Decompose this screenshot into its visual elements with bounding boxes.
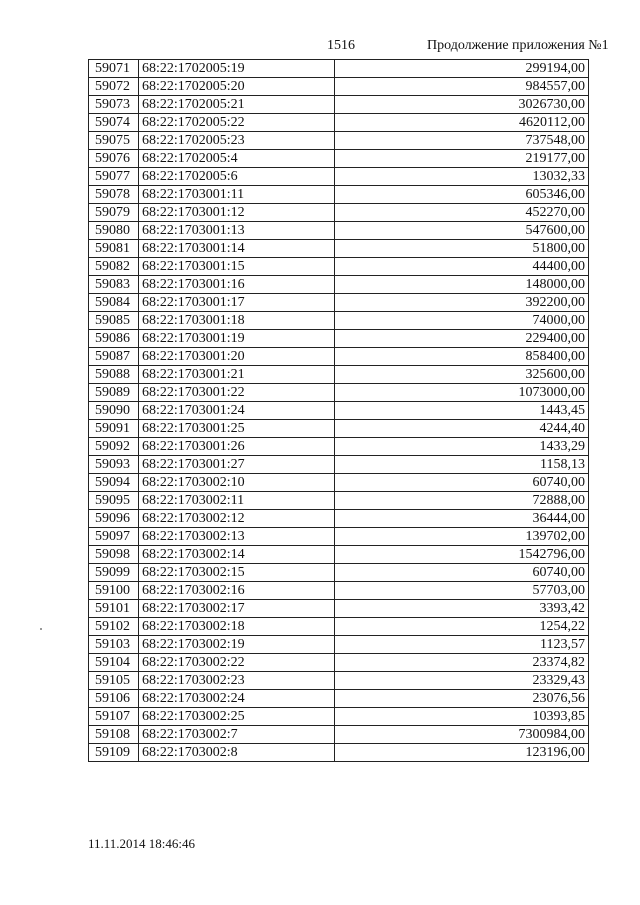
row-number-cell: 59104: [89, 654, 139, 672]
table-row: [89, 492, 589, 510]
table-row: [89, 150, 589, 168]
appendix-continuation-note: Продолжение приложения №1: [427, 38, 609, 53]
cadastral-value-cell: 392200,00: [335, 294, 589, 312]
cadastral-number-cell: 68:22:1703002:25: [139, 708, 335, 726]
cadastral-number-cell: 68:22:1702005:22: [139, 114, 335, 132]
table-row: [89, 294, 589, 312]
cadastral-value-cell: 72888,00: [335, 492, 589, 510]
row-number-cell: 59099: [89, 564, 139, 582]
cadastral-value-cell: 1158,13: [335, 456, 589, 474]
row-number-cell: 59084: [89, 294, 139, 312]
cadastral-value-cell: 3026730,00: [335, 96, 589, 114]
cadastral-number-cell: 68:22:1703002:15: [139, 564, 335, 582]
print-timestamp: 11.11.2014 18:46:46: [88, 836, 196, 851]
table-row: [89, 474, 589, 492]
cadastral-number-cell: 68:22:1703001:27: [139, 456, 335, 474]
cadastral-value-cell: 10393,85: [335, 708, 589, 726]
cadastral-value-cell: 74000,00: [335, 312, 589, 330]
row-number-cell: 59098: [89, 546, 139, 564]
cadastral-number-cell: 68:22:1703001:22: [139, 384, 335, 402]
cadastral-value-cell: 325600,00: [335, 366, 589, 384]
cadastral-value-cell: 984557,00: [335, 78, 589, 96]
row-number-cell: 59077: [89, 168, 139, 186]
cadastral-number-cell: 68:22:1703002:23: [139, 672, 335, 690]
table-row: [89, 366, 589, 384]
table-row: [89, 114, 589, 132]
table-row: [89, 690, 589, 708]
cadastral-value-cell: 60740,00: [335, 564, 589, 582]
cadastral-number-cell: 68:22:1703002:8: [139, 744, 335, 762]
cadastral-value-cell: 139702,00: [335, 528, 589, 546]
cadastral-value-cell: 23076,56: [335, 690, 589, 708]
table-row: [89, 222, 589, 240]
table-row: [89, 132, 589, 150]
cadastral-number-cell: 68:22:1703001:19: [139, 330, 335, 348]
row-number-cell: 59075: [89, 132, 139, 150]
cadastral-number-cell: 68:22:1703001:18: [139, 312, 335, 330]
row-number-cell: 59103: [89, 636, 139, 654]
row-number-cell: 59082: [89, 258, 139, 276]
cadastral-number-cell: 68:22:1702005:21: [139, 96, 335, 114]
table-row: [89, 186, 589, 204]
cadastral-number-cell: 68:22:1703001:24: [139, 402, 335, 420]
row-number-cell: 59095: [89, 492, 139, 510]
table-row: [89, 276, 589, 294]
table-row: [89, 726, 589, 744]
cadastral-number-cell: 68:22:1703002:14: [139, 546, 335, 564]
cadastral-value-cell: 51800,00: [335, 240, 589, 258]
table-row: [89, 654, 589, 672]
cadastral-value-cell: 13032,33: [335, 168, 589, 186]
cadastral-number-cell: 68:22:1703001:15: [139, 258, 335, 276]
cadastral-value-cell: 1073000,00: [335, 384, 589, 402]
cadastral-value-cell: 36444,00: [335, 510, 589, 528]
table-row: [89, 384, 589, 402]
cadastral-value-cell: 4620112,00: [335, 114, 589, 132]
cadastral-value-cell: 219177,00: [335, 150, 589, 168]
cadastral-value-cell: 547600,00: [335, 222, 589, 240]
row-number-cell: 59097: [89, 528, 139, 546]
row-number-cell: 59106: [89, 690, 139, 708]
table-body: [89, 60, 589, 762]
cadastral-value-cell: 452270,00: [335, 204, 589, 222]
cadastral-value-cell: 23329,43: [335, 672, 589, 690]
scan-speck: [40, 628, 42, 630]
row-number-cell: 59093: [89, 456, 139, 474]
table-row: [89, 402, 589, 420]
cadastral-value-table: [88, 59, 589, 762]
row-number-cell: 59088: [89, 366, 139, 384]
row-number-cell: 59076: [89, 150, 139, 168]
cadastral-value-cell: 7300984,00: [335, 726, 589, 744]
cadastral-number-cell: 68:22:1703002:22: [139, 654, 335, 672]
row-number-cell: 59087: [89, 348, 139, 366]
cadastral-value-cell: 1254,22: [335, 618, 589, 636]
row-number-cell: 59100: [89, 582, 139, 600]
cadastral-number-cell: 68:22:1703002:19: [139, 636, 335, 654]
cadastral-number-cell: 68:22:1703002:16: [139, 582, 335, 600]
cadastral-value-cell: 737548,00: [335, 132, 589, 150]
table-row: [89, 312, 589, 330]
cadastral-number-cell: 68:22:1703002:10: [139, 474, 335, 492]
cadastral-number-cell: 68:22:1703001:16: [139, 276, 335, 294]
table-row: [89, 564, 589, 582]
cadastral-value-cell: 299194,00: [335, 60, 589, 78]
cadastral-value-cell: 57703,00: [335, 582, 589, 600]
table-row: [89, 672, 589, 690]
cadastral-number-cell: 68:22:1702005:23: [139, 132, 335, 150]
cadastral-number-cell: 68:22:1702005:20: [139, 78, 335, 96]
table-row: [89, 528, 589, 546]
cadastral-value-cell: 23374,82: [335, 654, 589, 672]
cadastral-value-cell: 1542796,00: [335, 546, 589, 564]
row-number-cell: 59096: [89, 510, 139, 528]
cadastral-number-cell: 68:22:1703001:17: [139, 294, 335, 312]
table-row: [89, 438, 589, 456]
cadastral-number-cell: 68:22:1702005:19: [139, 60, 335, 78]
cadastral-number-cell: 68:22:1703001:21: [139, 366, 335, 384]
table-row: [89, 546, 589, 564]
cadastral-value-cell: 60740,00: [335, 474, 589, 492]
row-number-cell: 59078: [89, 186, 139, 204]
cadastral-value-cell: 123196,00: [335, 744, 589, 762]
table-row: [89, 582, 589, 600]
cadastral-number-cell: 68:22:1703002:24: [139, 690, 335, 708]
cadastral-value-cell: 1123,57: [335, 636, 589, 654]
cadastral-number-cell: 68:22:1703002:17: [139, 600, 335, 618]
table-row: [89, 240, 589, 258]
cadastral-number-cell: 68:22:1703002:7: [139, 726, 335, 744]
cadastral-value-cell: 4244,40: [335, 420, 589, 438]
row-number-cell: 59083: [89, 276, 139, 294]
cadastral-number-cell: 68:22:1703001:11: [139, 186, 335, 204]
cadastral-number-cell: 68:22:1703001:25: [139, 420, 335, 438]
row-number-cell: 59085: [89, 312, 139, 330]
cadastral-value-cell: 148000,00: [335, 276, 589, 294]
cadastral-number-cell: 68:22:1702005:6: [139, 168, 335, 186]
table-row: [89, 456, 589, 474]
row-number-cell: 59081: [89, 240, 139, 258]
row-number-cell: 59094: [89, 474, 139, 492]
table-row: [89, 618, 589, 636]
row-number-cell: 59071: [89, 60, 139, 78]
row-number-cell: 59072: [89, 78, 139, 96]
cadastral-value-cell: 3393,42: [335, 600, 589, 618]
cadastral-number-cell: 68:22:1703001:12: [139, 204, 335, 222]
cadastral-value-cell: 44400,00: [335, 258, 589, 276]
row-number-cell: 59108: [89, 726, 139, 744]
cadastral-value-cell: 1433,29: [335, 438, 589, 456]
table-row: [89, 636, 589, 654]
row-number-cell: 59102: [89, 618, 139, 636]
table-row: [89, 420, 589, 438]
row-number-cell: 59101: [89, 600, 139, 618]
table-row: [89, 60, 589, 78]
table-row: [89, 744, 589, 762]
cadastral-number-cell: 68:22:1703001:14: [139, 240, 335, 258]
table-row: [89, 330, 589, 348]
row-number-cell: 59086: [89, 330, 139, 348]
row-number-cell: 59109: [89, 744, 139, 762]
row-number-cell: 59073: [89, 96, 139, 114]
row-number-cell: 59089: [89, 384, 139, 402]
row-number-cell: 59091: [89, 420, 139, 438]
table-row: [89, 78, 589, 96]
cadastral-number-cell: 68:22:1703002:18: [139, 618, 335, 636]
cadastral-number-cell: 68:22:1703002:13: [139, 528, 335, 546]
table-row: [89, 348, 589, 366]
table-row: [89, 708, 589, 726]
table-row: [89, 600, 589, 618]
cadastral-value-cell: 858400,00: [335, 348, 589, 366]
cadastral-number-cell: 68:22:1703002:11: [139, 492, 335, 510]
cadastral-number-cell: 68:22:1703002:12: [139, 510, 335, 528]
cadastral-value-cell: 229400,00: [335, 330, 589, 348]
row-number-cell: 59107: [89, 708, 139, 726]
cadastral-number-cell: 68:22:1703001:13: [139, 222, 335, 240]
cadastral-value-cell: 605346,00: [335, 186, 589, 204]
row-number-cell: 59090: [89, 402, 139, 420]
cadastral-number-cell: 68:22:1703001:26: [139, 438, 335, 456]
row-number-cell: 59092: [89, 438, 139, 456]
cadastral-number-cell: 68:22:1703001:20: [139, 348, 335, 366]
row-number-cell: 59105: [89, 672, 139, 690]
row-number-cell: 59079: [89, 204, 139, 222]
row-number-cell: 59074: [89, 114, 139, 132]
table-row: [89, 168, 589, 186]
cadastral-value-cell: 1443,45: [335, 402, 589, 420]
table-row: [89, 96, 589, 114]
row-number-cell: 59080: [89, 222, 139, 240]
table-row: [89, 258, 589, 276]
table-row: [89, 510, 589, 528]
page-number: 1516: [327, 38, 355, 53]
cadastral-number-cell: 68:22:1702005:4: [139, 150, 335, 168]
table-row: [89, 204, 589, 222]
